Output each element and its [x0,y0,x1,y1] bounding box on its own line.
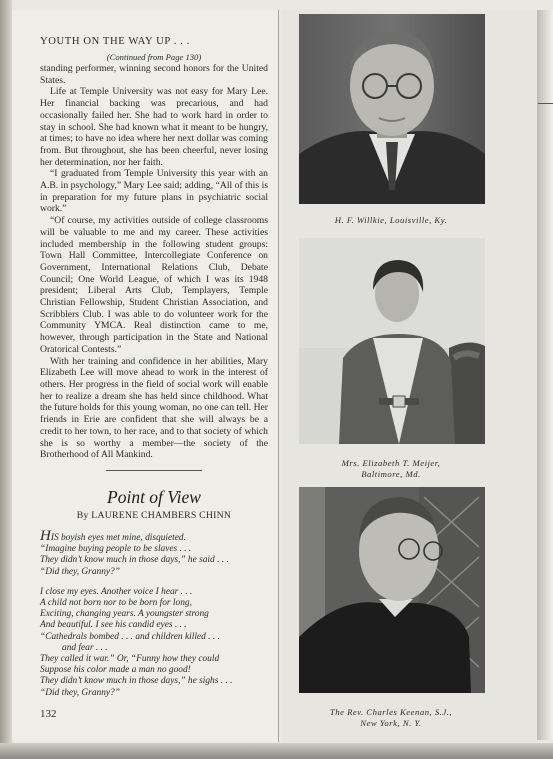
page-number: 132 [40,707,57,720]
article-heading: YOUTH ON THE WAY UP . . . [40,36,190,47]
article-paragraph: Life at Temple University was not easy for Mary Lee. Her financial backing was precarious, and had occasionally failed her. She had to work hard in order to stay in school. She had known what it meant to be hungry, at times; to have no idea where her next dollar was coming from. But throughout, she has been cheerful, never losing her determination, nor her faith. [40,86,268,168]
poem-line: They called it war.” Or, “Funny how they could [40,653,220,664]
caption-keenan: The Rev. Charles Keenan, S.J., New York, N. Y. [329,707,453,728]
portrait-photo-keenan [299,487,485,693]
poem-title: Point of View [107,486,201,507]
portrait-photo-willkie [299,14,485,204]
poem-line: Exciting, changing years. A youngster strong [40,609,209,620]
portrait-photo-meijer [299,238,485,444]
poem-line: They didn’t know much in those days,” he said . . . [40,555,229,566]
article-paragraph: standing performer, winning second honors for the United States. [40,63,268,86]
section-divider [106,470,202,471]
poem-line: “Cathedrals bombed . . . and children killed . . . [40,631,220,642]
article-paragraph: “Of course, my activities outside of college classrooms will be valuable to me and my career. These activities included membership in the following student groups: Town Hall Committee, Intercollegiate Conference on Government, International Relations Club, Debate Council; One World League, of which I was its 1948 president; Liberal Arts Club, Templayers, Temple Christian Fellowship, Student Christian Association, and Scribblers Club. I was able to do volunteer work for the Community YMCA. Real distinction came to me, however, through participation in the State and National Oratorical Contests.” [40,215,268,355]
caption-willkie: H. F. Willkie, Louisville, Ky. [334,215,448,225]
poem-stanza [40,587,268,699]
poem-line: and fear . . . [62,642,108,653]
continued-note: (Continued from Page 130) [106,52,202,62]
poem-line: “Did they, Granny?” [40,687,120,698]
poem-line: “Imagine buying people to be slaves . . . [40,544,192,555]
caption-meijer: Mrs. Elizabeth T. Meijer, Baltimore, Md. [341,458,441,479]
poem-byline: By LAURENE CHAMBERS CHINN [76,509,232,521]
poem-stanza [40,527,268,578]
poem-line: HIS boyish eyes met mine, disquieted. [40,527,186,544]
poem-line: “Did they, Granny?” [40,566,120,577]
next-page-edge [537,10,553,740]
poem-line: They didn’t know much in those days,” he sighs . . . [40,676,233,687]
poem-line: Suppose his color made a man no good! [40,665,191,676]
page-bottom-edge [0,743,553,759]
article-paragraph: With her training and confidence in her abilities, Mary Elizabeth Lee will move ahead to work in the interest of others. Her progress in the field of social work will enable her to realize a dream she has held since childhood. What the future holds for this young woman, no one can tell. Her friends in Erie are confident that she will always be a credit to her town, to her race, and to that society of which she is so worthy a member—the society of the Brotherhood of All Mankind. [40,355,269,461]
poem-line: And beautiful. I see his candid eyes . . . [40,620,187,631]
poem-line: A child not born nor to be born for long, [40,597,192,608]
poem-line: I close my eyes. Another voice I hear . . . [40,586,193,597]
book-spine-left [0,0,12,759]
text-column [40,36,268,720]
poem-dropcap: H [40,527,51,544]
article-paragraph: “I graduated from Temple University this year with an A.B. in psychology,” Mary Lee said; adding, “All of this is in preparation for my future plans in psychiatric social work.” [40,168,268,215]
next-page-rule [538,103,553,104]
